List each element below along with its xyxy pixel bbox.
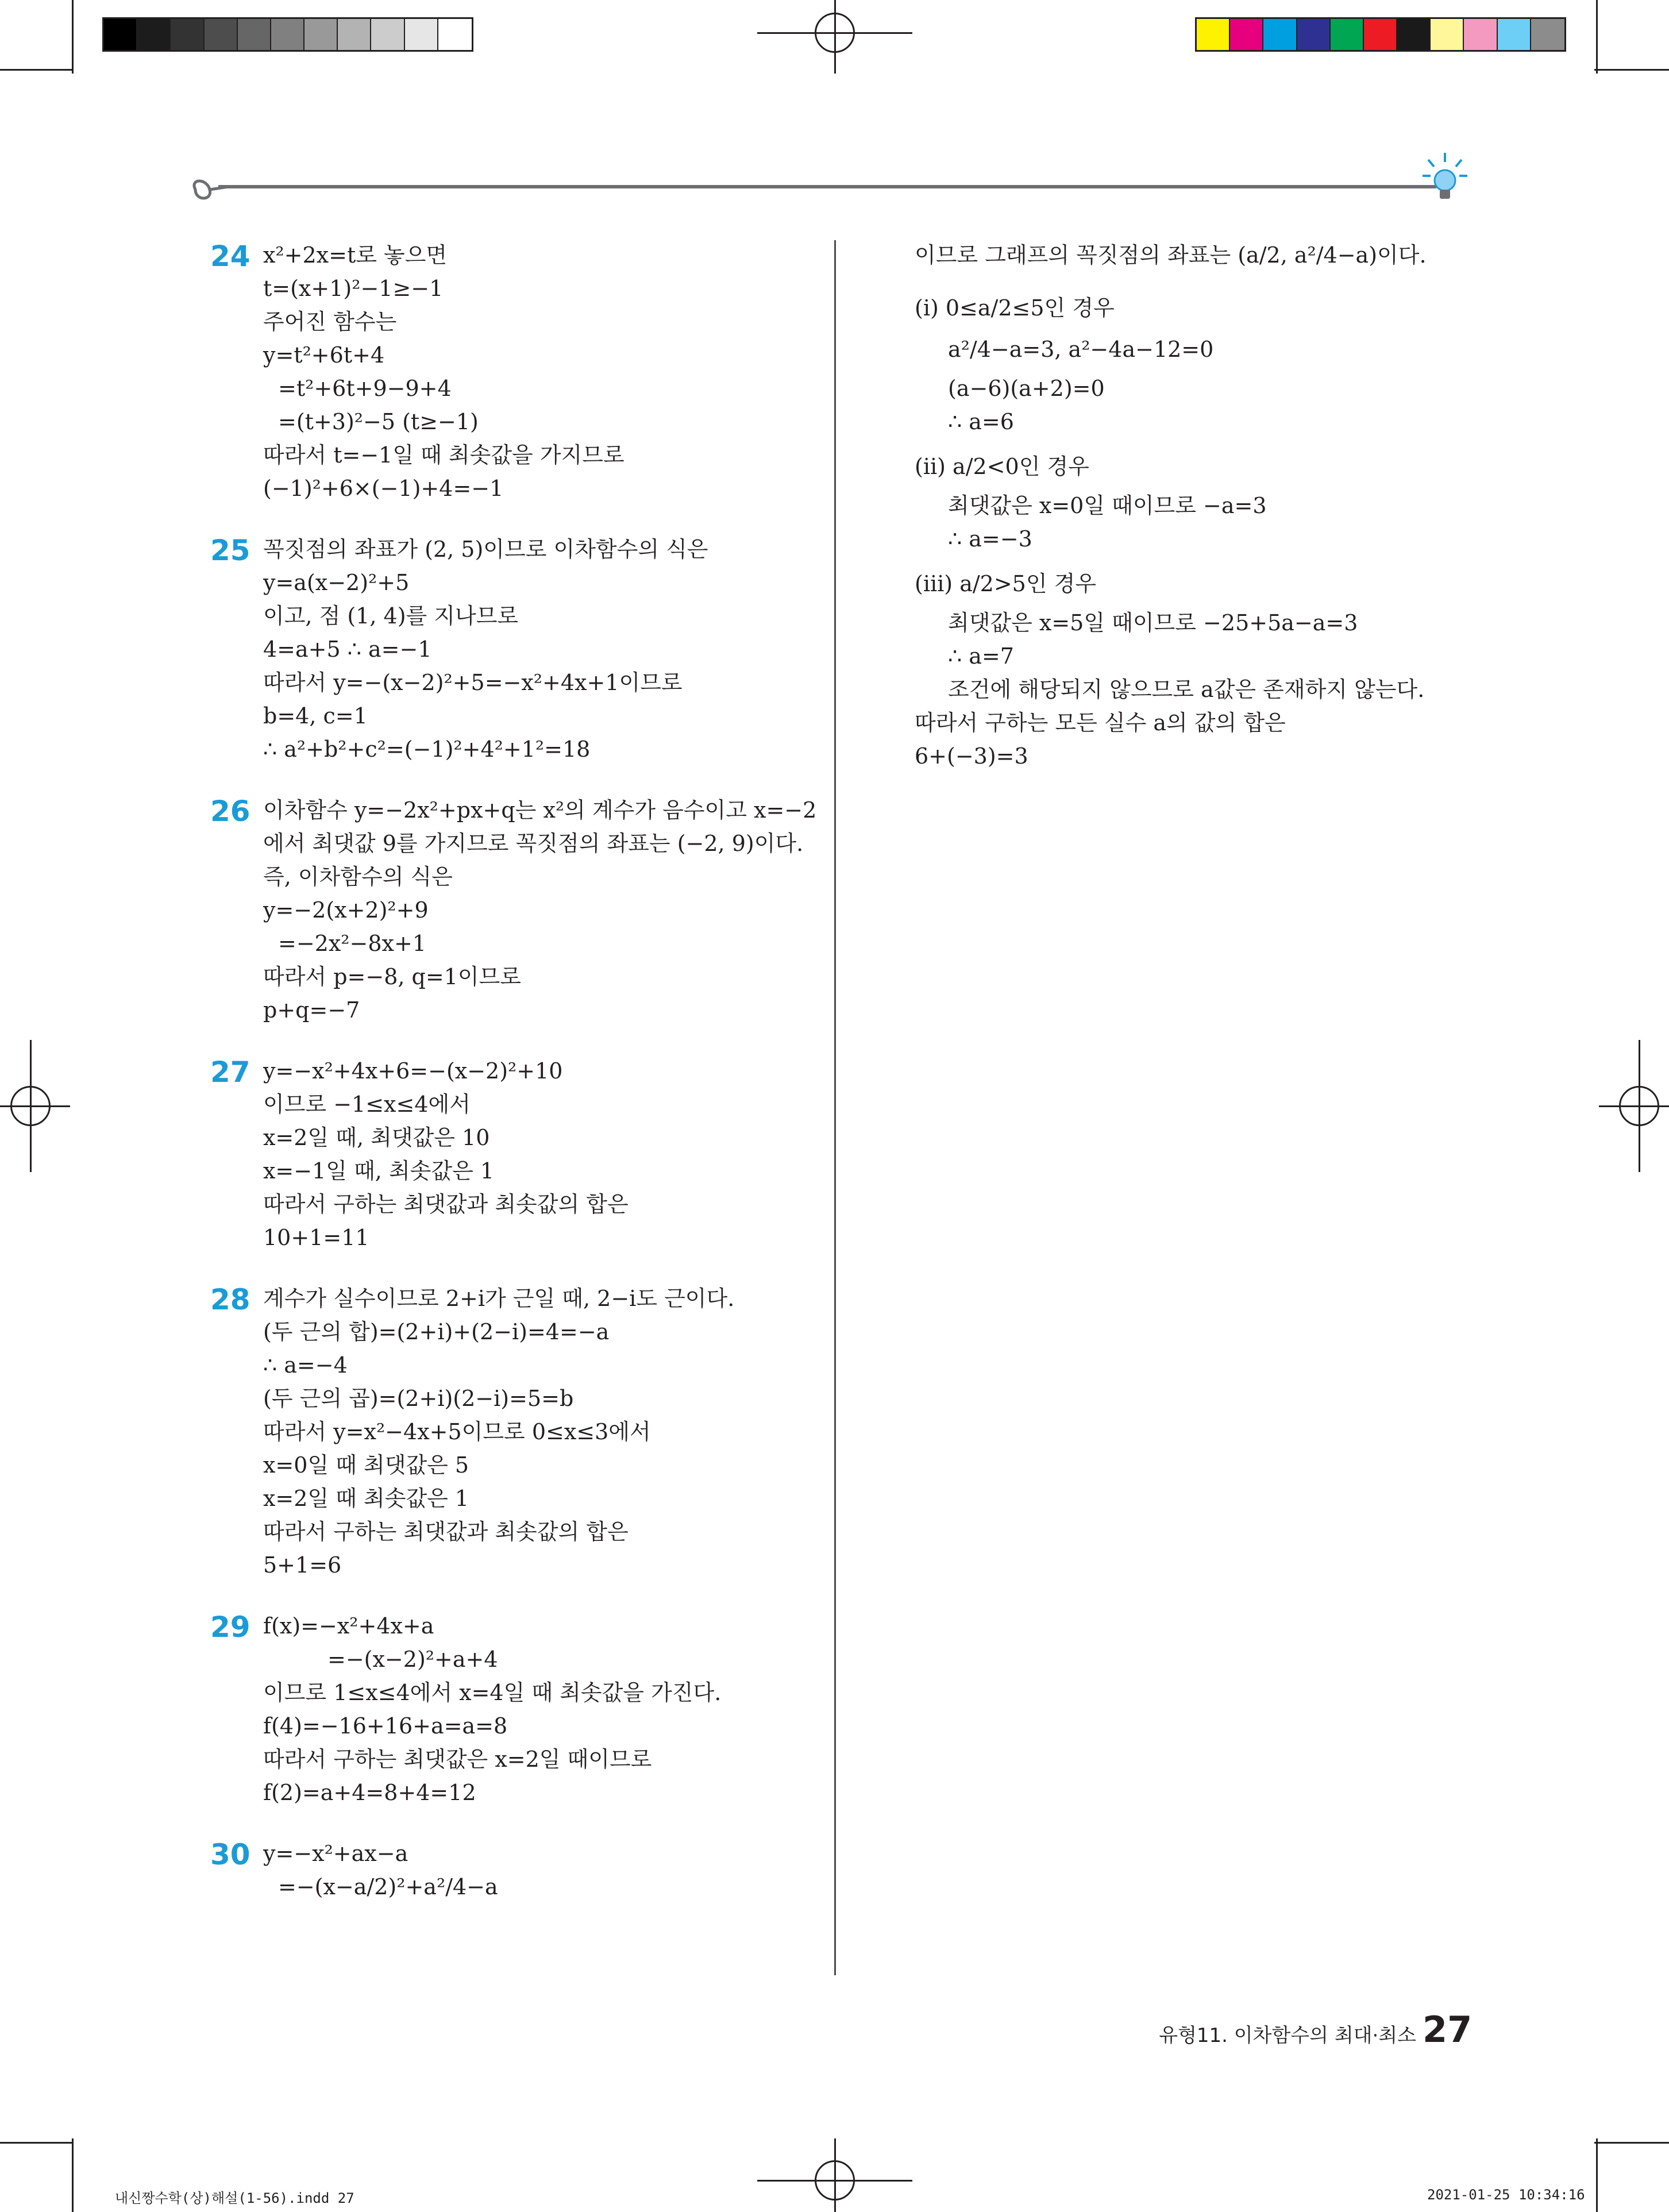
case-1-line: (a−6)(a+2)=0 [948,376,1105,401]
ribbon-bow-icon [190,175,230,204]
solution-line: =t²+6t+9−9+4 [278,376,452,401]
solution-line: 계수가 실수이므로 2+i가 근일 때, 2−i도 근이다. [263,1286,735,1311]
problem-number: 25 [210,534,250,567]
right-column [915,238,1432,773]
solution-line: b=4, c=1 [263,703,368,729]
color-swatch [1531,19,1564,50]
color-swatch [1230,19,1263,50]
color-swatch [1397,19,1431,50]
solution-line: x=2일 때 최솟값은 1 [263,1486,469,1511]
solution-block [210,533,803,766]
solution-line: f(4)=−16+16+a=a=8 [263,1713,508,1739]
solution-line: 따라서 구하는 최댓값과 최솟값의 합은 [263,1192,629,1217]
problem-number: 30 [210,1838,250,1871]
gray-swatch [271,19,304,50]
solution-line: y=t²+6t+4 [263,342,385,368]
solution-block [210,1282,803,1582]
solution-line: 따라서 y=x²−4x+5이므로 0≤x≤3에서 [263,1419,651,1444]
color-swatch [1263,19,1297,50]
solution-line: 따라서 y=−(x−2)²+5=−x²+4x+1이므로 [263,670,683,695]
solution-line: 이므로 −1≤x≤4에서 [263,1092,471,1117]
color-swatch [1297,19,1331,50]
solution-line: y=−2(x+2)²+9 [263,897,429,923]
solution-line: 따라서 구하는 최댓값은 x=2일 때이므로 [263,1747,652,1772]
solution-line: 즉, 이차함수의 식은 [263,864,453,889]
page-number: 27 [1423,2009,1473,2051]
problem-number: 26 [210,795,250,828]
solution-line: x=2일 때, 최댓값은 10 [263,1125,490,1150]
solution-line: =−(x−2)²+a+4 [327,1647,498,1672]
solution-line: 따라서 p=−8, q=1이므로 [263,964,522,989]
gray-swatch [104,19,137,50]
gray-swatch [304,19,338,50]
lightbulb-icon [1419,148,1471,206]
conclusion-line: 따라서 구하는 모든 실수 a의 값의 합은 [915,710,1286,735]
print-timestamp: 2021-01-25 10:34:16 [1427,2187,1585,2203]
solution-line: y=a(x−2)²+5 [263,570,410,595]
solution-line: (두 근의 곱)=(2+i)(2−i)=5=b [263,1386,574,1411]
problem-number: 24 [210,240,250,273]
solution-line: x=0일 때 최댓값은 5 [263,1452,469,1478]
solution-line: 이고, 점 (1, 4)를 지나므로 [263,603,519,629]
solution-line: 이므로 1≤x≤4에서 x=4일 때 최솟값을 가진다. [263,1680,722,1705]
solution-line: 따라서 t=−1일 때 최솟값을 가지므로 [263,442,625,468]
solution-block [210,1609,803,1809]
vertex-intro-line: 이므로 그래프의 꼭짓점의 좌표는 (a/2, a²/4−a)이다. [915,242,1427,268]
solution-line: (−1)²+6×(−1)+4=−1 [263,476,504,501]
solution-line: 이차함수 y=−2x²+px+q는 x²의 계수가 음수이고 x=−2 [263,797,817,823]
solution-line: =(t+3)²−5 (t≥−1) [278,409,479,434]
section-title: 유형11. 이차함수의 최대·최소 [1159,2024,1416,2047]
case-1 [915,291,1432,438]
solution-line: 10+1=11 [263,1225,369,1250]
case-2 [915,450,1432,556]
conclusion-line: 6+(−3)=3 [915,743,1028,769]
solution-block [210,238,803,505]
solution-line: 4=a+5 ∴ a=−1 [263,637,432,662]
gray-swatch [171,19,204,50]
solution-line: (두 근의 합)=(2+i)+(2−i)=4=−a [263,1319,610,1344]
process-color-bar [1195,17,1566,52]
color-swatch [1364,19,1397,50]
color-swatch [1464,19,1497,50]
case-1-label: (ⅰ) 0≤a/2≤5인 경우 [915,295,1115,321]
solution-line: x=−1일 때, 최솟값은 1 [263,1158,495,1184]
solution-line: =−(x−a/2)²+a²/4−a [278,1874,498,1899]
problem-number: 28 [210,1283,250,1316]
gray-swatch [405,19,438,50]
solution-line: f(2)=a+4=8+4=12 [263,1780,476,1805]
case-2-line: 최댓값은 x=0일 때이므로 −a=3 [948,493,1267,518]
case-1-line: a²/4−a=3, a²−4a−12=0 [948,337,1214,362]
case-3-line: 조건에 해당되지 않으므로 a값은 존재하지 않는다. [948,677,1425,702]
case-2-line: ∴ a=−3 [948,526,1032,552]
gray-swatch [438,19,472,50]
case-3 [915,567,1432,706]
solution-line: 따라서 구하는 최댓값과 최솟값의 합은 [263,1519,629,1544]
gray-swatch [205,19,238,50]
solution-line: ∴ a=−4 [263,1352,348,1378]
solution-line: t=(x+1)²−1≥−1 [263,276,444,301]
case-3-label: (ⅲ) a/2>5인 경우 [915,571,1097,596]
solution-line: f(x)=−x²+4x+a [263,1613,434,1639]
color-swatch [1331,19,1364,50]
gray-swatch [238,19,271,50]
gray-swatch [371,19,404,50]
solution-line: =−2x²−8x+1 [278,931,426,956]
color-swatch [1431,19,1464,50]
solution-block [210,793,817,1027]
header-rule [218,185,1436,188]
solution-line: 에서 최댓값 9를 가지므로 꼭짓점의 좌표는 (−2, 9)이다. [263,831,804,856]
problem-number: 29 [210,1610,250,1644]
solution-line: 꼭짓점의 좌표가 (2, 5)이므로 이차함수의 식은 [263,537,708,562]
case-3-line: ∴ a=7 [948,643,1014,669]
solution-line: y=−x²+4x+6=−(x−2)²+10 [263,1058,563,1084]
case-2-label: (ⅱ) a/2<0인 경우 [915,454,1089,479]
problem-number: 27 [210,1055,250,1089]
gray-swatch [137,19,171,50]
color-swatch [1498,19,1531,50]
solution-line: 주어진 함수는 [263,309,397,334]
gray-swatch [338,19,371,50]
solution-line: 5+1=6 [263,1552,342,1578]
color-swatch [1197,19,1230,50]
file-slug: 내신짱수학(상)해설(1-56).indd 27 [115,2190,354,2206]
solution-line: p+q=−7 [263,997,360,1023]
column-divider [834,240,836,1975]
case-3-line: 최댓값은 x=5일 때이므로 −25+5a−a=3 [948,610,1358,635]
left-column [210,238,817,1931]
solution-line: ∴ a²+b²+c²=(−1)²+4²+1²=18 [263,737,591,762]
case-1-line: ∴ a=6 [948,409,1014,434]
solution-block [210,1054,803,1254]
grayscale-color-bar [102,17,473,52]
solution-line: x²+2x=t로 놓으면 [263,242,448,268]
solution-block [210,1837,803,1903]
solution-line: y=−x²+ax−a [263,1841,408,1866]
